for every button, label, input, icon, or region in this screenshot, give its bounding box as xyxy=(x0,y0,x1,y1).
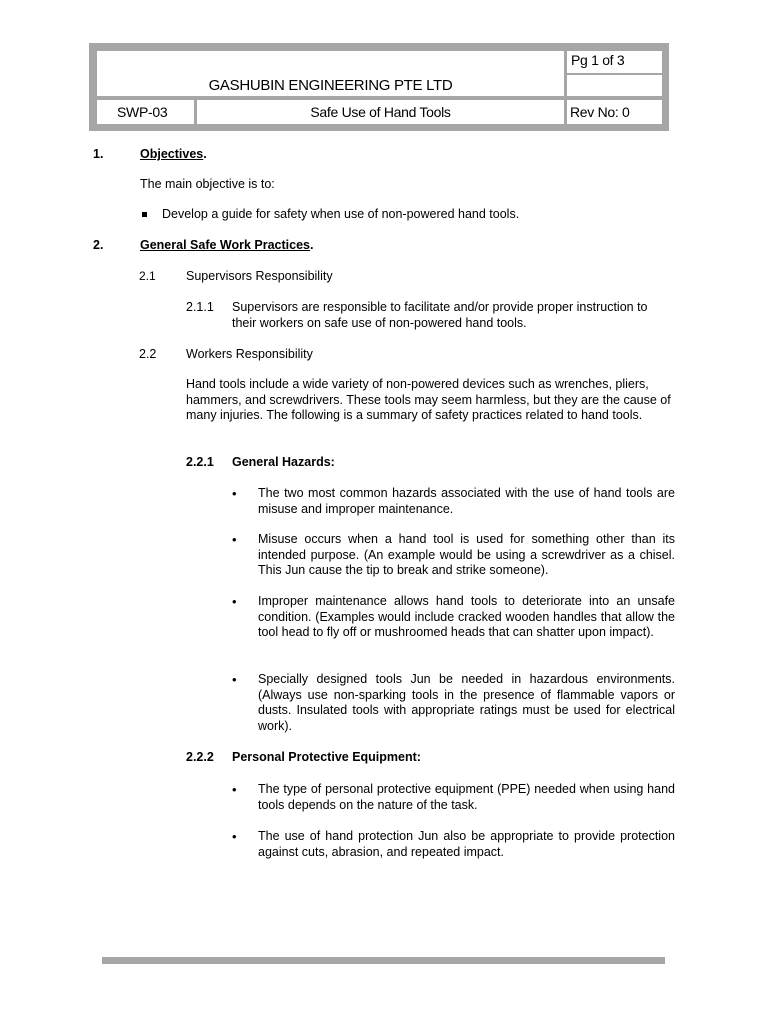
section-2-1-number: 2.1 xyxy=(139,269,156,283)
bullet-icon: • xyxy=(232,594,237,609)
bullet-icon: • xyxy=(232,486,237,501)
section-2-2-title: Workers Responsibility xyxy=(186,347,313,361)
header-blank-cell xyxy=(567,75,662,96)
section-2-2-2-number: 2.2.2 xyxy=(186,750,214,764)
bullet-icon: • xyxy=(232,672,237,687)
revision-number: Rev No: 0 xyxy=(567,100,662,124)
ppe-bullet-1: The type of personal protective equipment (PPE) needed when using hand tools depends on the nature of the task. xyxy=(258,782,675,812)
bullet-icon: • xyxy=(232,829,237,844)
section-1-intro: The main objective is to: xyxy=(140,177,275,191)
bullet-icon: • xyxy=(232,532,237,547)
hazard-bullet-1: The two most common hazards associated with the use of hand tools are misuse and improper maintenance. xyxy=(258,486,675,516)
hazard-bullet-3: Improper maintenance allows hand tools to deteriorate into an unsafe condition. (Examples would include cracked wooden handles that allow the tool head to fly off or mushroomed heads that can shatter upon impact). xyxy=(258,594,675,639)
section-1-heading: Objectives. xyxy=(140,147,207,161)
section-2-number: 2. xyxy=(93,238,104,252)
section-2-2-1-title: General Hazards: xyxy=(232,455,335,469)
company-name: GASHUBIN ENGINEERING PTE LTD xyxy=(97,51,564,96)
section-2-2-paragraph: Hand tools include a wide variety of non-powered devices such as wrenches, pliers, hammers, and screwdrivers. These tools may seem harmless, but they are the cause of many injuries. The following is a summary of safety practices related to hand tools. xyxy=(186,377,671,422)
hazard-bullet-4: Specially designed tools Jun be needed in hazardous environments. (Always use non-sparking tools in the presence of flammable vapors or dusts. Insulated tools with appropriate ratings must be used for electrical work). xyxy=(258,672,675,733)
section-1-number: 1. xyxy=(93,147,104,161)
section-2-heading: General Safe Work Practices. xyxy=(140,238,314,252)
section-2-1-1-number: 2.1.1 xyxy=(186,300,214,314)
section-2-1-1-text: Supervisors are responsible to facilitate and/or provide proper instruction to their workers on safe use of non-powered hand tools. xyxy=(232,300,648,330)
document-title: Safe Use of Hand Tools xyxy=(197,100,564,124)
section-2-2-number: 2.2 xyxy=(139,347,157,361)
ppe-bullet-2: The use of hand protection Jun also be appropriate to provide protection against cuts, abrasion, and repeated impact. xyxy=(258,829,675,859)
bullet-icon: • xyxy=(232,782,237,797)
footer-rule xyxy=(102,957,665,964)
section-2-2-1-number: 2.2.1 xyxy=(186,455,214,469)
page-number: Pg 1 of 3 xyxy=(567,51,662,73)
square-bullet-icon xyxy=(142,212,147,217)
section-1-bullet: Develop a guide for safety when use of non-powered hand tools. xyxy=(162,207,520,221)
section-2-1-title: Supervisors Responsibility xyxy=(186,269,333,283)
hazard-bullet-2: Misuse occurs when a hand tool is used for something other than its intended purpose. (An example would be using a screwdriver as a chisel. This Jun cause the tip to break and strike someone). xyxy=(258,532,675,577)
document-code: SWP-03 xyxy=(97,100,194,124)
section-2-2-2-title: Personal Protective Equipment: xyxy=(232,750,421,764)
document-header xyxy=(89,43,669,131)
